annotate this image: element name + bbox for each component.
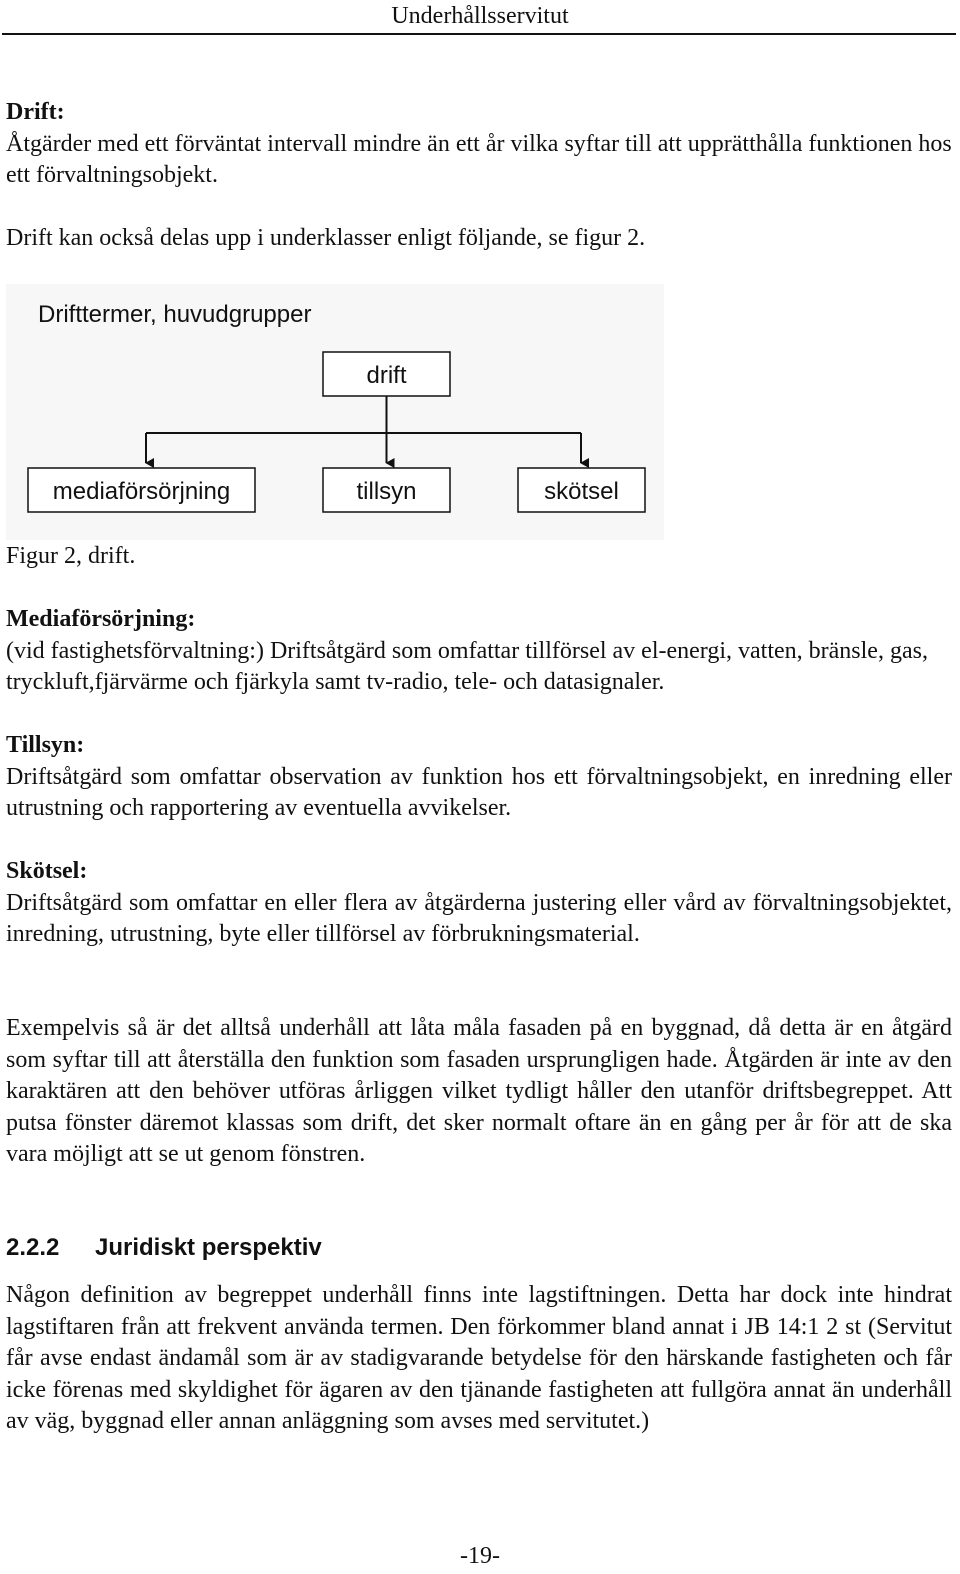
section-heading [6,1232,322,1264]
drift-heading: Drift: [6,99,65,125]
header-divider [2,33,956,35]
tillsyn-term: Tillsyn: [6,732,85,758]
mediaforsorjning-node-label: mediaförsörjning [52,478,231,505]
skotsel-term: Skötsel: [6,858,88,884]
section-title: Juridiskt perspektiv [95,1234,322,1261]
page-number: -19- [460,1543,500,1569]
skotsel-text: Driftsåtgärd som omfattar en eller flera av åtgärderna justering eller vård av förvaltningsobjektet, inredning, utrustning, byte eller tillförsel av förbrukningsmaterial. [6,889,952,947]
drift-subclasses-text: Drift kan också delas upp i underklasser enligt följande, se figur 2. [6,225,646,251]
drift-definition: Åtgärder med ett förväntat intervall mindre än ett år vilka syftar till att upprätthålla funktionen hos ett förvaltningsobjekt. [6,130,952,188]
drift-diagram [6,284,664,540]
diagram-title: Drifttermer, huvudgrupper [38,301,312,328]
section-number: 2.2.2 [6,1234,60,1261]
drift-section [6,97,952,192]
figure-caption: Figur 2, drift. [6,543,136,569]
page-header: Underhållsservitut [391,3,569,29]
tillsyn-text: Driftsåtgärd som omfattar observation av funktion hos ett förvaltningsobjekt, en inredning eller utrustning och rapportering av eventuella avvikelser. [6,763,952,821]
drift-node-label: drift [366,362,407,389]
mediaforsorjning-text: (vid fastighetsförvaltning:) Driftsåtgärd som omfattar tillförsel av el-energi, vatten, bränsle, gas, tryckluft,fjärvärme och fjärkyla samt tv-radio, tele- och datasignaler. [6,637,928,695]
section-paragraph: Någon definition av begreppet underhåll finns inte lagstiftningen. Detta har dock inte hindrat lagstiftaren från att frekvent använda termen. Den förkommer bland annat i JB 14:1 2 st (Servitut får avse endast ändamål som är av stadigvarande betydelse för den härskande fastigheten och får icke förenas med skyldighet för ägaren av den tjänande fastigheten att fullgöra annat än underhåll av väg, byggnad eller annan anläggning som avses med servitutet.) [6,1282,952,1434]
drift-diagram-figure [6,284,664,540]
mediaforsorjning-definition [6,604,952,699]
tillsyn-definition [6,730,952,825]
skotsel-definition [6,856,952,951]
skotsel-node-label: skötsel [544,478,619,505]
example-paragraph: Exempelvis så är det alltså underhåll att låta måla fasaden på en byggnad, då detta är en åtgärd som syftar till att återställa den funktion som fasaden ursprungligen hade. Åtgärden är inte av den karaktären att den behöver utföras årliggen vilket tydligt håller den utanför driftsbegreppet. Att putsa fönster däremot klassas som drift, det sker normalt oftare än en gång per år för att de ska vara möjligt att se ut genom fönstren. [6,1015,952,1167]
mediaforsorjning-term: Mediaförsörjning: [6,606,196,632]
tillsyn-node-label: tillsyn [356,478,417,505]
